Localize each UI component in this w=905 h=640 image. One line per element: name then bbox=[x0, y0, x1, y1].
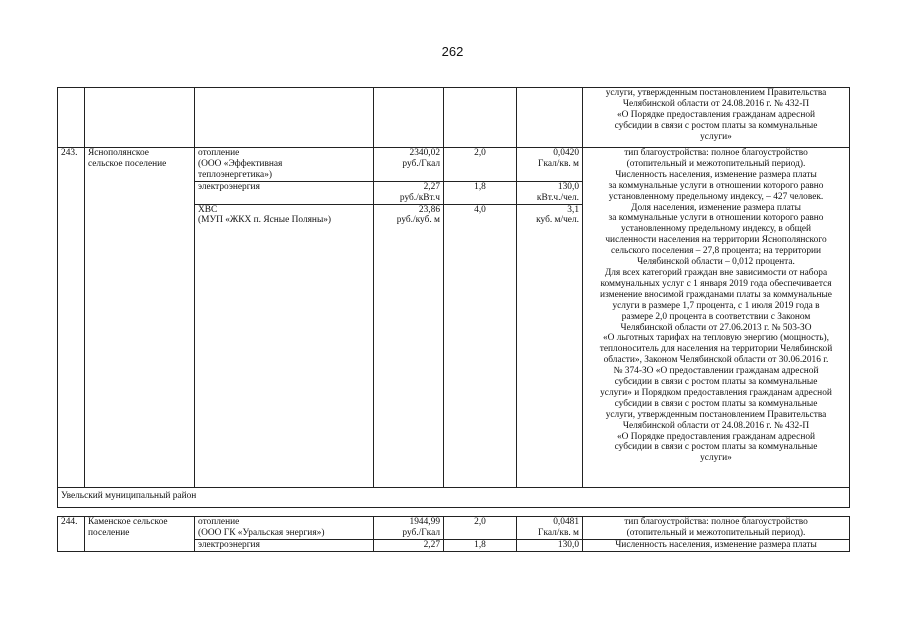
cell-name bbox=[85, 88, 195, 148]
section-header-row bbox=[58, 487, 850, 508]
tariff-electricity: 2,27 bbox=[374, 540, 444, 552]
page-number: 262 bbox=[441, 44, 464, 59]
row-number: 243. bbox=[58, 148, 85, 488]
tariff-heating: 1944,99 руб./Гкал bbox=[374, 517, 444, 540]
service-electricity: электроэнергия bbox=[195, 181, 374, 204]
rate-heating: 2,0 bbox=[444, 517, 517, 540]
cell-description: услуги, утвержденным постановлением Правительства Челябинской области от 24.08.2016 г. № 432-П «О Порядке предоставления гражданам адресной субсидии в связи с ростом платы за коммунальные услуги» bbox=[583, 88, 850, 148]
service-heating: отопление (ООО ГК «Уральская энергия») bbox=[195, 517, 374, 540]
spacer-row bbox=[58, 508, 850, 517]
cell-num bbox=[58, 88, 85, 148]
norm-heating: 0,0420 Гкал/кв. м bbox=[517, 148, 583, 182]
spacer-cell bbox=[58, 508, 850, 517]
settlement-name: Яснополянское сельское поселение bbox=[85, 148, 195, 488]
description-244-continued: Численность населения, изменение размера платы bbox=[583, 540, 850, 552]
norm-cold-water: 3,1 куб. м/чел. bbox=[517, 204, 583, 487]
cell-rate bbox=[444, 88, 517, 148]
cell-tariff bbox=[374, 88, 444, 148]
norm-electricity: 130,0 bbox=[517, 540, 583, 552]
section-title: Увельский муниципальный район bbox=[58, 487, 850, 508]
cell-norm bbox=[517, 88, 583, 148]
service-cold-water: ХВС (МУП «ЖКХ п. Ясные Поляны») bbox=[195, 204, 374, 487]
table-row-243 bbox=[58, 148, 850, 182]
rate-electricity: 1,8 bbox=[444, 540, 517, 552]
norm-heating: 0,0481 Гкал/кв. м bbox=[517, 517, 583, 540]
norm-electricity: 130,0 кВт.ч./чел. bbox=[517, 181, 583, 204]
description-243: тип благоустройства: полное благоустройство (отопительный и межотопительный период). Численность населения, изменение размера платы за коммунальные услуги в отношении которого равно установленному предельному индексу, – 427 человек. Доля населения, изменение размера платы за коммунальные услуги в отношении которого равно установленному предельному индексу, в общей численности населения на территории Яснополянского сельского поселения – 27,8 процента; на территории Челябинской области – 0,012 процента. Для всех категорий граждан вне зависимости от набора коммунальных услуг с 1 января 2019 года обеспечивается изменение вносимой гражданами платы за коммунальные услуги в размере 1,7 процента, с 1 июля 2019 года в размере 2,0 процента в соответствии с Законом Челябинской области от 27.06.2013 г. № 503-ЗО «О льготных тарифах на тепловую энергию (мощность), теплоноситель для населения на территории Челябинской области», Законом Челябинской области от 30.06.2016 г. № 374-ЗО «О предоставлении гражданам адресной субсидии в связи с ростом платы за коммунальные услуги» и Порядком предоставления гражданам адресной субсидии в связи с ростом платы за коммунальные услуги, утвержденным постановлением Правительства Челябинской области от 24.08.2016 г. № 432-П «О Порядке предоставления гражданам адресной субсидии в связи с ростом платы за коммунальные услуги» bbox=[583, 148, 850, 488]
tariff-electricity: 2,27 руб./кВт.ч bbox=[374, 181, 444, 204]
rate-heating: 2,0 bbox=[444, 148, 517, 182]
table-row-244 bbox=[58, 517, 850, 540]
description-244: тип благоустройства: полное благоустройство (отопительный и межотопительный период). bbox=[583, 517, 850, 540]
tariff-cold-water: 23,86 руб./куб. м bbox=[374, 204, 444, 487]
cell-service bbox=[195, 88, 374, 148]
settlement-name: Каменское сельское поселение bbox=[85, 517, 195, 552]
table-row-continuation bbox=[58, 88, 850, 148]
service-heating: отопление (ООО «Эффективная теплоэнергетика») bbox=[195, 148, 374, 182]
rate-cold-water: 4,0 bbox=[444, 204, 517, 487]
tariff-heating: 2340,02 руб./Гкал bbox=[374, 148, 444, 182]
row-number: 244. bbox=[58, 517, 85, 552]
tariff-table bbox=[57, 87, 850, 552]
rate-electricity: 1,8 bbox=[444, 181, 517, 204]
service-electricity: электроэнергия bbox=[195, 540, 374, 552]
